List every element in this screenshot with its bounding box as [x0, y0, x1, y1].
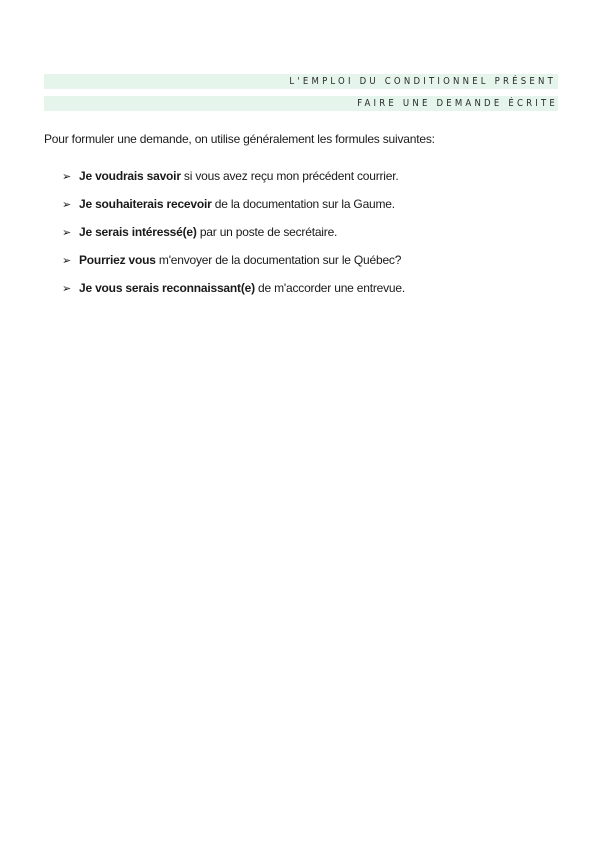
arrow-bullet-icon: ➢ [62, 171, 72, 183]
header-band-title [44, 74, 558, 89]
item-rest-text: si vous avez reçu mon précédent courrier. [180, 169, 399, 183]
intro-paragraph: Pour formuler une demande, on utilise généralement les formules suivantes: [44, 132, 435, 146]
header-subtitle: FAIRE UNE DEMANDE ÉCRITE [357, 98, 558, 109]
header-band-subtitle [44, 96, 558, 111]
list-item [62, 225, 405, 253]
item-bold-phrase: Je voudrais savoir [79, 169, 181, 183]
item-bold-phrase: Je vous serais reconnaissant(e) [79, 281, 255, 295]
item-bold-phrase: Je serais intéressé(e) [79, 225, 197, 239]
item-rest-text: par un poste de secrétaire. [196, 225, 338, 239]
item-rest-text: m'envoyer de la documentation sur le Québec? [155, 253, 402, 267]
list-item [62, 253, 405, 281]
item-rest-text: de m'accorder une entrevue. [254, 281, 406, 295]
item-rest-text: de la documentation sur la Gaume. [211, 197, 395, 211]
item-bold-phrase: Je souhaiterais recevoir [79, 197, 212, 211]
arrow-bullet-icon: ➢ [62, 255, 72, 267]
list-item [62, 281, 405, 309]
header-title: L'EMPLOI DU CONDITIONNEL PRÉSENT [289, 76, 556, 87]
arrow-bullet-icon: ➢ [62, 283, 72, 295]
arrow-bullet-icon: ➢ [62, 227, 72, 239]
item-bold-phrase: Pourriez vous [79, 253, 156, 267]
formula-list [62, 169, 405, 309]
list-item [62, 197, 405, 225]
list-item [62, 169, 405, 197]
arrow-bullet-icon: ➢ [62, 199, 72, 211]
